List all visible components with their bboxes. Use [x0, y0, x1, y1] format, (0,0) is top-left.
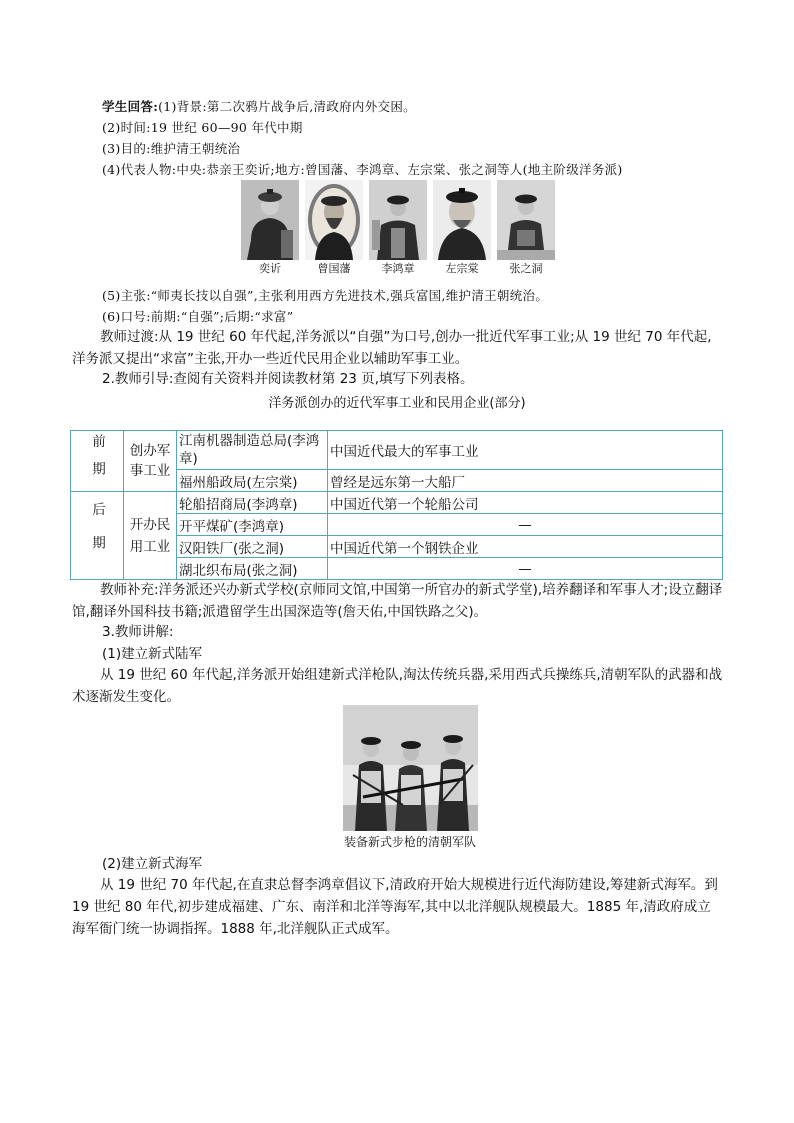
instruction-2: 2.教师引导:查阅有关资料并阅读教材第 23 页,填写下列表格。 [102, 371, 474, 387]
enterprise-name-2: 轮船招商局(李鸿章) [177, 492, 328, 514]
portrait-zengguofan [305, 180, 363, 260]
enterprise-name-1: 福州船政局(左宗棠) [177, 470, 328, 492]
answer-time: (2)时间:19 世纪 60—90 年代中期 [102, 120, 303, 135]
teacher-transition-block [72, 326, 724, 370]
answer-background: (1)背景:第二次鸦片战争后,清政府内外交困。 [158, 99, 416, 114]
section-army-text: 从 19 世纪 60 年代起,洋务派开始组建新式洋枪队,淘汰传统兵器,采用西式兵操练兵,清朝军队的武器和战术逐渐发生变化。 [72, 667, 723, 705]
answer-figures: (4)代表人物:中央:恭亲王奕䜣;地方:曾国藩、李鸿章、左宗棠、张之洞等人(地主阶级洋务派) [102, 162, 623, 177]
back-period-cell [71, 492, 124, 580]
enterprise-note-1: 曾经是远东第一大船厂 [328, 470, 723, 492]
table-row [71, 431, 723, 470]
answer-label: 学生回答: [102, 99, 159, 114]
portrait-name-zuozongtang: 左宗棠 [445, 262, 479, 275]
answer-purpose: (3)目的:维护清王朝统治 [102, 141, 241, 156]
section-navy-title: (2)建立新式海军 [102, 856, 203, 872]
portrait-yixin [241, 180, 299, 260]
teacher-supplement-block [72, 579, 724, 623]
enterprise-note-2: 中国近代第一个轮船公司 [328, 492, 723, 514]
answer-slogan: (6)口号:前期:“自强”;后期:“求富” [102, 309, 294, 324]
answer-proposition: (5)主张:“师夷长技以自强”,主张利用西方先进技术,强兵富国,维护清王朝统治。 [102, 288, 549, 303]
civil-category-label: 开办民用工业 [129, 516, 171, 555]
civil-category-cell [124, 492, 177, 580]
front-period-cell [71, 431, 124, 492]
enterprise-note-5: — [328, 558, 723, 580]
portrait-zhangzhidong [497, 180, 555, 260]
front-period-label: 前期 [89, 433, 105, 489]
enterprises-table [70, 430, 723, 580]
portrait-name-zhangzhidong: 张之洞 [509, 262, 543, 275]
section-navy-text: 从 19 世纪 70 年代起,在直隶总督李鸿章倡议下,清政府开始大规模进行近代海防建设,筹建新式海军。到 19 世纪 80 年代,初步建成福建、广东、南洋和北洋等海军,其中以北洋舰队规模最大。1885 年,清政府成立海军衙门统一协调指挥。1888 年,北洋舰队正式成军。 [72, 877, 718, 937]
portrait-name-yixin: 奕䜣 [259, 262, 281, 275]
portrait-name-lihongzhang: 李鸿章 [381, 262, 415, 275]
enterprise-name-3: 开平煤矿(李鸿章) [177, 514, 328, 536]
enterprise-note-4: 中国近代第一个钢铁企业 [328, 536, 723, 558]
military-category-cell [124, 431, 177, 492]
portrait-lihongzhang [369, 180, 427, 260]
photo-caption: 装备新式步枪的清朝军队 [343, 835, 476, 849]
teacher-transition: 教师过渡:从 19 世纪 60 年代起,洋务派以“自强”为口号,创办一批近代军事工业;从 19 世纪 70 年代起,洋务派又提出“求富”主张,开办一些近代民用企业以辅助军事工业。 [72, 329, 712, 367]
military-category-label: 创办军事工业 [129, 443, 171, 479]
table-row [71, 492, 723, 514]
back-period-label: 后期 [89, 502, 105, 569]
section-army-title: (1)建立新式陆军 [102, 646, 203, 662]
enterprise-note-0: 中国近代最大的军事工业 [328, 431, 723, 470]
portrait-strip [241, 180, 555, 280]
answer-line-1 [102, 98, 416, 116]
enterprise-note-3: — [328, 514, 723, 536]
enterprise-name-4: 汉阳铁厂(张之洞) [177, 536, 328, 558]
portrait-zuozongtang [433, 180, 491, 260]
portrait-name-zengguofan: 曾国藩 [317, 262, 351, 275]
qing-army-photo [343, 705, 478, 831]
instruction-3: 3.教师讲解: [102, 624, 174, 640]
table-title: 洋务派创办的近代军事工业和民用企业(部分) [268, 396, 526, 411]
enterprise-name-0: 江南机器制造总局(李鸿章) [177, 431, 328, 470]
section-army-block [72, 664, 724, 708]
enterprise-name-5: 湖北织布局(张之洞) [177, 558, 328, 580]
teacher-supplement: 教师补充:洋务派还兴办新式学校(京师同文馆,中国第一所官办的新式学堂),培养翻译和军事人才;设立翻译馆,翻译外国科技书籍;派遣留学生出国深造等(詹天佑,中国铁路之父)。 [72, 582, 723, 620]
section-navy-block [72, 874, 724, 940]
